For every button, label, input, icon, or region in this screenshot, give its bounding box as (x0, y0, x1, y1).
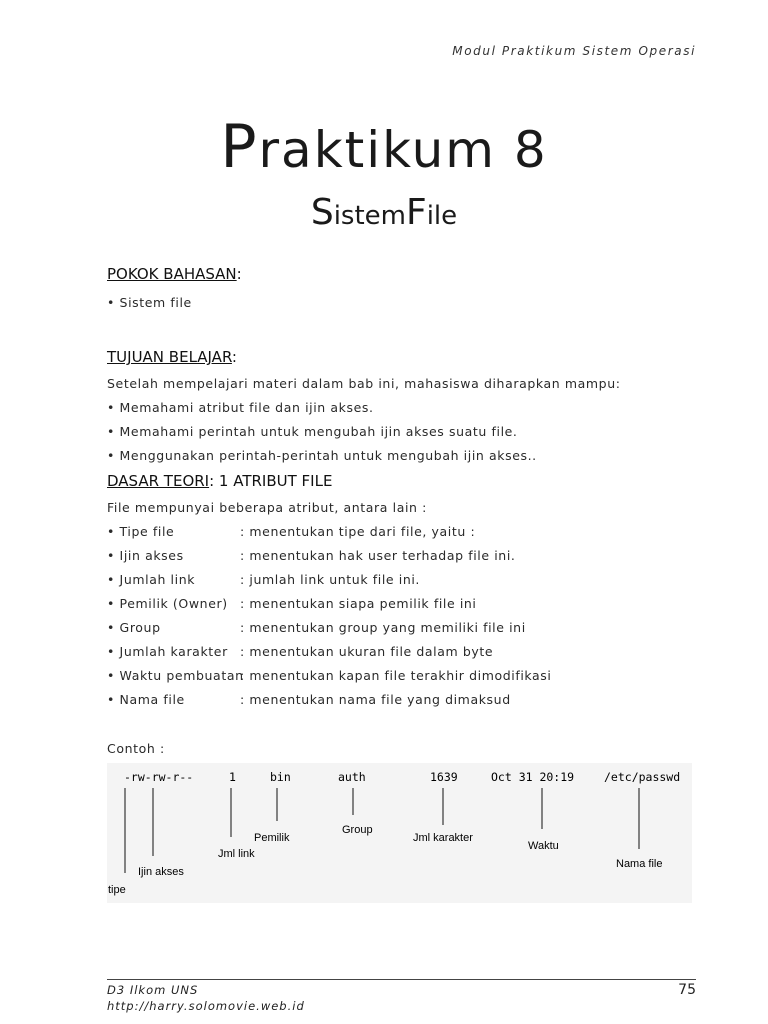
chapter-title (0, 112, 768, 182)
paragraph: File mempunyai beberapa atribut, antara lain : (107, 500, 427, 515)
attribute-name: • Group (107, 620, 161, 635)
page-number: 75 (678, 982, 696, 998)
attribute-desc: : menentukan siapa pemilik file ini (240, 596, 477, 611)
label-jml-karakter: Jml karakter (413, 832, 473, 844)
running-header: Modul Praktikum Sistem Operasi (452, 44, 696, 58)
attribute-name: • Pemilik (Owner) (107, 596, 228, 611)
attribute-desc: : menentukan nama file yang dimaksud (240, 692, 511, 707)
list-item: • Memahami atribut file dan ijin akses. (107, 400, 374, 415)
section-heading-rest: : 1 ATRIBUT FILE (209, 472, 333, 490)
footer-divider (107, 979, 696, 980)
section-pokok-bahasan (107, 265, 242, 283)
section-dasar-teori (107, 472, 332, 490)
label-ijin-akses: Ijin akses (138, 866, 184, 878)
list-item: • Sistem file (107, 295, 192, 310)
example-diagram (107, 763, 692, 903)
example-owner: bin (270, 770, 291, 784)
subtitle-cap-2: F (405, 192, 427, 233)
heading-colon: : (236, 265, 242, 283)
example-group: auth (338, 770, 366, 784)
subtitle-rest-2: ile (426, 201, 458, 231)
section-heading: TUJUAN BELAJAR (107, 348, 232, 366)
label-nama-file: Nama file (616, 858, 663, 870)
label-tipe: tipe (108, 884, 126, 896)
attribute-name: • Nama file (107, 692, 185, 707)
label-group: Group (342, 824, 373, 836)
footer-institution: D3 Ilkom UNS (107, 983, 199, 997)
chapter-title-rest: raktikum 8 (258, 121, 548, 179)
subtitle-rest-1: istem (333, 201, 406, 231)
example-path: /etc/passwd (604, 770, 681, 784)
example-date: Oct 31 20:19 (491, 770, 575, 784)
section-heading: DASAR TEORI (107, 472, 210, 490)
attribute-desc: : menentukan kapan file terakhir dimodifikasi (240, 668, 552, 683)
attribute-desc: : jumlah link untuk file ini. (240, 572, 420, 587)
section-tujuan-belajar (107, 348, 237, 366)
attribute-name: • Jumlah karakter (107, 644, 228, 659)
chapter-title-cap: P (220, 112, 259, 182)
label-waktu: Waktu (528, 840, 559, 852)
attribute-desc: : menentukan hak user terhadap file ini. (240, 548, 516, 563)
example-links: 1 (229, 770, 236, 784)
heading-colon: : (231, 348, 237, 366)
label-jml-link: Jml link (218, 848, 255, 860)
attribute-desc: : menentukan tipe dari file, yaitu : (240, 524, 476, 539)
attribute-name: • Waktu pembuatan (107, 668, 244, 683)
example-size: 1639 (430, 770, 458, 784)
attribute-name: • Tipe file (107, 524, 175, 539)
attribute-name: • Ijin akses (107, 548, 184, 563)
label-pemilik: Pemilik (254, 832, 290, 844)
chapter-subtitle (0, 192, 768, 233)
example-figure (107, 763, 692, 903)
footer-url: http://harry.solomovie.web.id (107, 999, 305, 1013)
section-heading: POKOK BAHASAN (107, 265, 237, 283)
example-caption: Contoh : (107, 741, 165, 756)
paragraph: Setelah mempelajari materi dalam bab ini, mahasiswa diharapkan mampu: (107, 376, 621, 391)
attribute-desc: : menentukan group yang memiliki file ini (240, 620, 526, 635)
subtitle-cap-1: S (310, 192, 334, 233)
attribute-desc: : menentukan ukuran file dalam byte (240, 644, 494, 659)
list-item: • Menggunakan perintah-perintah untuk mengubah ijin akses.. (107, 448, 537, 463)
list-item: • Memahami perintah untuk mengubah ijin akses suatu file. (107, 424, 518, 439)
attribute-name: • Jumlah link (107, 572, 196, 587)
example-perms: -rw-rw-r-- (124, 770, 194, 784)
